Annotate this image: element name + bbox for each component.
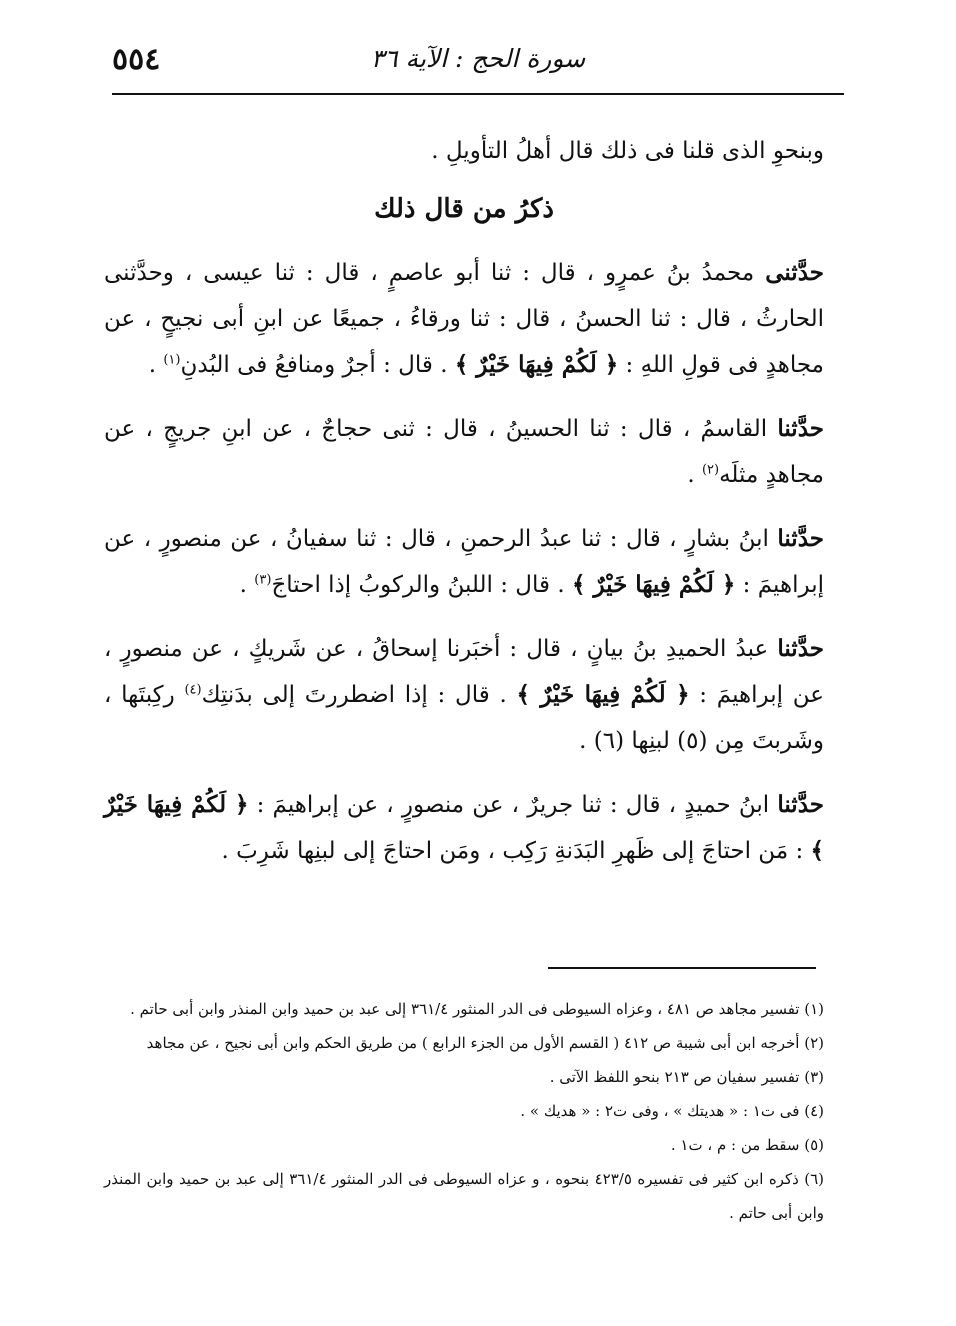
footnote: (٥) سقط من : م ، ت١ . [670, 1136, 824, 1154]
narration-end: . [148, 352, 164, 378]
narration-end: . [687, 462, 702, 488]
footnote: (١) تفسير مجاهد ص ٤٨١ ، وعزاه السيوطى فى الدر المنثور ٣٦١/٤ إلى عبد بن حميد وابن المنذر وابن أبى حاتم . [130, 1000, 824, 1018]
footnote-ref[interactable]: (٤) [184, 682, 202, 698]
narration-text: . قال : اللبنُ والركوبُ إذا احتاجَ [271, 572, 572, 598]
narration-lead: حدَّثنا [777, 791, 824, 818]
narration-lead: حدَّثنا [777, 635, 824, 662]
narration-text: : مَن احتاجَ إلى ظَهرِ البَدَنةِ رَكِب ، ومَن احتاجَ إلى لبنِها شَرِبَ . [221, 838, 811, 864]
narration-end: . [239, 572, 255, 598]
narration-paragraph [104, 406, 824, 498]
narration-text: . قال : إذا اضطررتَ إلى بدَنتِك [201, 682, 517, 708]
page-number: ٥٥٤ [112, 42, 161, 77]
narration-lead: حدَّثنا [777, 415, 824, 442]
footnote-ref[interactable]: (٣) [254, 572, 272, 588]
narration-text: عبدُ الحميدِ بنُ بيانٍ ، قال : أخبَرنا إسحاقُ ، عن شَريكٍ ، عن منصورٍ ، عن إبراهيمَ : [104, 636, 824, 708]
quran-quote: ﴿ لَكُمْ فِيهَا خَيْرٌ ﴾ [104, 791, 824, 864]
intro-line: وبنحوِ الذى قلنا فى ذلك قال أهلُ التأويلِ . [431, 138, 824, 164]
footnote: (٤) فى ت١ : « هديتك » ، وفى ت٢ : « هديك » . [520, 1102, 824, 1120]
section-heading: ذكرُ من قال ذلك [374, 194, 554, 224]
narration-text: ابنُ حميدٍ ، قال : ثنا جريرٌ ، عن منصورٍ ، عن إبراهيمَ : [248, 792, 778, 818]
main-text [104, 128, 824, 892]
narration-paragraph [104, 516, 824, 608]
narration-end: ركِبتَها ، وشَربتَ مِن (٥) لبنِها (٦) . [104, 682, 824, 754]
footnotes [104, 992, 824, 1230]
quran-quote: ﴿ لَكُمْ فِيهَا خَيْرٌ ﴾ [454, 351, 619, 378]
footnote-ref[interactable]: (١) [163, 352, 181, 368]
footnote: (٣) تفسير سفيان ص ٢١٣ بنحو اللفظ الآتى . [549, 1068, 824, 1086]
quran-quote: ﴿ لَكُمْ فِيهَا خَيْرٌ ﴾ [516, 681, 690, 708]
quran-quote: ﴿ لَكُمْ فِيهَا خَيْرٌ ﴾ [571, 571, 736, 598]
narration-lead: حدَّثنى [765, 259, 824, 286]
footnote-rule [548, 967, 816, 969]
footnote: (٢) أخرجه ابن أبى شيبة ص ٤١٢ ( القسم الأول من الجزء الرابع ) من طريق الحكم وابن أبى نجيح ، عن مجاهد [146, 1034, 824, 1052]
narration-text: . قال : أجرٌ ومنافعُ فى البُدنِ [180, 352, 455, 378]
narration-paragraph [104, 626, 824, 764]
page-header [112, 42, 844, 86]
narration-text: القاسمُ ، قال : ثنا الحسينُ ، قال : ثنى حجاجٌ ، عن ابنِ جريجٍ ، عن مجاهدٍ مثلَه [104, 416, 824, 488]
narration-text: ابنُ بشارٍ ، قال : ثنا عبدُ الرحمنِ ، قال : ثنا سفيانُ ، عن منصورٍ ، عن إبراهيمَ : [104, 526, 824, 598]
narration-lead: حدَّثنا [777, 525, 824, 552]
narration-paragraph [104, 250, 824, 388]
narration-paragraph [104, 782, 824, 874]
footnote-ref[interactable]: (٢) [701, 462, 720, 478]
footnote: (٦) ذكره ابن كثير فى تفسيره ٤٢٣/٥ بنحوه ، و عزاه السيوطى فى الدر المنثور ٣٦١/٤ إلى عبد بن حميد وابن المنذر وابن أبى حاتم . [104, 1170, 824, 1222]
running-head: سورة الحج : الآية ٣٦ [370, 44, 586, 73]
narration-text: محمدُ بنُ عمرٍو ، قال : ثنا أبو عاصمٍ ، قال : ثنا عيسى ، وحدَّثنى الحارثُ ، قال : ثنا الحسنُ ، قال : ثنا ورقاءُ ، جميعًا عن ابنِ أبى نجيحٍ ، عن مجاهدٍ فى قولِ اللهِ : [104, 260, 824, 378]
header-rule [112, 93, 844, 95]
